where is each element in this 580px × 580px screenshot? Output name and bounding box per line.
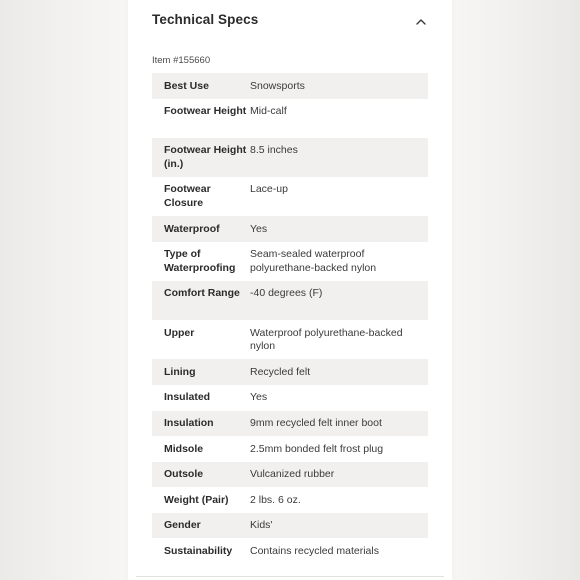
spec-row-gender <box>152 513 428 539</box>
specs-accordion-header[interactable] <box>152 12 432 32</box>
spec-row-lining <box>152 359 428 385</box>
spec-value: Lace-up <box>250 183 288 196</box>
spec-row-footwear-height <box>152 99 428 138</box>
spec-row-type-of-waterproofing <box>152 242 428 281</box>
spec-value: Kids' <box>250 519 273 532</box>
spec-value: Recycled felt <box>250 365 311 378</box>
spec-label: Best Use <box>164 79 209 92</box>
spec-label: Insulated <box>164 391 211 404</box>
spec-row-weight <box>152 487 428 513</box>
spec-label: Weight (Pair) <box>164 493 229 506</box>
spec-label: Footwear Height <box>164 105 247 118</box>
spec-row-insulation <box>152 411 428 437</box>
spec-row-insulated <box>152 385 428 411</box>
spec-row-midsole <box>152 436 428 462</box>
spec-row-comfort-range <box>152 281 428 320</box>
spec-value: 2.5mm bonded felt frost plug <box>250 442 384 455</box>
spec-label: Type of Waterproofing <box>164 248 236 274</box>
spec-label: Outsole <box>164 468 204 481</box>
spec-value: Snowsports <box>250 79 305 92</box>
spec-row-upper <box>152 320 428 359</box>
spec-value: Yes <box>250 222 268 235</box>
spec-row-outsole <box>152 462 428 488</box>
spec-value: 2 lbs. 6 oz. <box>250 493 301 506</box>
specs-table <box>152 73 428 564</box>
spec-value: Yes <box>250 391 268 404</box>
technical-specs-panel <box>128 0 452 580</box>
spec-value: 9mm recycled felt inner boot <box>250 417 382 429</box>
spec-row-sustainability <box>152 538 428 564</box>
spec-value: Vulcanized rubber <box>250 468 335 481</box>
section-title: Technical Specs <box>152 12 259 27</box>
spec-value: -40 degrees (F) <box>250 287 323 300</box>
spec-label: Waterproof <box>164 222 220 235</box>
spec-row-best-use <box>152 73 428 99</box>
spec-row-footwear-height-in <box>152 138 428 177</box>
section-divider <box>136 576 444 577</box>
spec-value: Mid-calf <box>250 105 287 118</box>
spec-value: Contains recycled materials <box>250 544 379 557</box>
spec-label: Lining <box>164 365 196 378</box>
item-number: Item #155660 <box>152 55 211 66</box>
spec-label: Comfort Range <box>164 287 240 300</box>
spec-row-waterproof <box>152 216 428 242</box>
spec-value: 8.5 inches <box>250 144 298 157</box>
background-left <box>0 0 128 580</box>
spec-label: Gender <box>164 519 201 532</box>
spec-label: Upper <box>164 326 195 339</box>
spec-label: Sustainability <box>164 544 233 557</box>
spec-value: Seam-sealed waterproof polyurethane-backed nylon <box>250 248 377 274</box>
chevron-up-icon[interactable] <box>414 15 428 29</box>
spec-label: Midsole <box>164 442 204 455</box>
spec-label: Insulation <box>164 417 214 429</box>
background-right <box>452 0 580 580</box>
spec-label: Footwear Height (in.) <box>164 144 247 170</box>
spec-label: Footwear Closure <box>164 183 211 209</box>
spec-row-footwear-closure <box>152 177 428 216</box>
spec-value: Waterproof polyurethane-backed nylon <box>250 326 403 353</box>
